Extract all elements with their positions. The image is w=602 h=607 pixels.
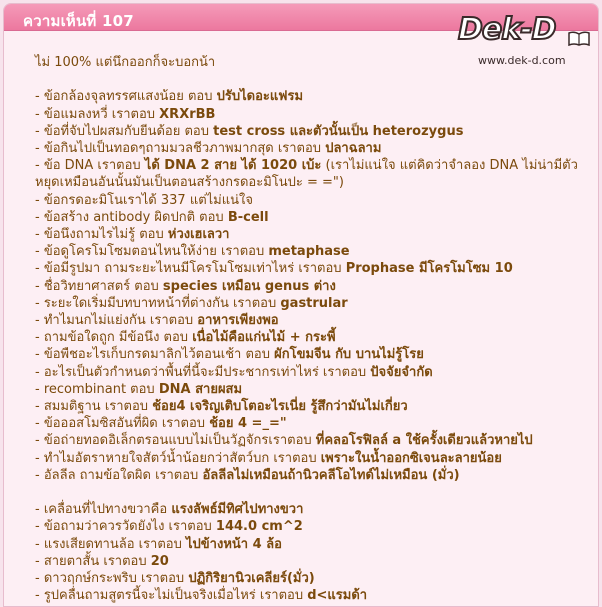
- answer-line: [35, 329, 591, 346]
- question-text: - ระยะใดเริ่มมีบทบาทหน้าที่ต่างกัน เราตอบ: [35, 295, 281, 311]
- answer-line: [35, 450, 591, 467]
- question-text: - ทำไมนกไม่แย่งกัน เราตอบ: [35, 313, 198, 329]
- answer-line: [35, 553, 591, 570]
- answer-line: [35, 536, 591, 553]
- question-text: - ข้อพืชอะไรเก็บกรดมาลิกไว้ตอนเช้า ตอบ: [35, 347, 275, 363]
- question-text: - เคลื่อนที่ไปทางขวาคือ: [35, 502, 172, 518]
- question-text: - รูปคลื่นถามสูตรนี้จะไม่เป็นจริงเมื่อไหร่ เราตอบ: [35, 588, 308, 604]
- question-text: - ดาวฤกษ์กระพริบ เราตอบ: [35, 571, 189, 587]
- question-text: - สายตาสั้น เราตอบ: [35, 553, 151, 569]
- answer-text: ปรับไดอะแฟรม: [216, 89, 304, 105]
- question-text: - แรงเสียดทานล้อ เราตอบ: [35, 536, 186, 552]
- answer-text: แรงลัพธ์มีทิศไปทางขวา: [171, 502, 304, 518]
- answer-line: [35, 88, 591, 105]
- answer-line: [35, 226, 591, 243]
- answer-line: [35, 157, 591, 191]
- question-text: - ข้อกล้องจุลทรรศแสงน้อย ตอบ: [35, 89, 217, 105]
- answer-text: ปัจจัยจำกัด: [370, 364, 433, 380]
- answer-line: [35, 192, 591, 209]
- answer-text: อัลลีลไม่เหมือนถ้านิวคลีโอไทด์ไม่เหมือน (มั่ว): [202, 467, 460, 483]
- answer-text: เพราะในน้ำออกซิเจนละลายน้อย: [320, 450, 502, 466]
- logo-url: www.dek-d.com: [478, 54, 566, 67]
- answer-line: [35, 123, 591, 140]
- question-text: - recombinant ตอบ: [35, 381, 159, 397]
- question-text: - ข้อ DNA เราตอบ: [35, 158, 145, 174]
- answer-line: [35, 381, 591, 398]
- answer-text: DNA สายผสม: [158, 381, 243, 397]
- physics-answers-list: [35, 501, 591, 604]
- question-text: - อะไรเป็นตัวกำหนดว่าพื้นที่นี้จะมีประชากรเท่าไหร่ เราตอบ: [35, 364, 371, 380]
- answer-line: [35, 518, 591, 535]
- question-text: - ข้อถามว่าควรวัดยังไง เราตอบ: [35, 519, 216, 535]
- answer-text: ผักโขมจีน กับ บานไม่รู้โรย: [274, 347, 424, 363]
- answer-line: [35, 398, 591, 415]
- question-text: - สมมติฐาน เราตอบ: [35, 399, 153, 415]
- comment-intro: ไม่ 100% แต่นึกออกก็จะบอกน้า: [35, 55, 216, 70]
- answer-line: [35, 364, 591, 381]
- answer-text: gastrular: [280, 295, 348, 311]
- note-text: (เราไม่แน่ใจ แต่คิดว่าจำลอง DNA ไม่น่ามีตัวหยุดเหมือนอันนั้นมันเป็นตอนสร้างกรดอะมิโนปะ = ="): [35, 158, 578, 191]
- answer-text: 20: [150, 553, 169, 569]
- question-text: - ข้อที่จับไปผสมกับยีนด้อย ตอบ: [35, 123, 214, 139]
- question-text: - ข้อแมลงหวี่ เราตอบ: [35, 106, 160, 122]
- answer-text: เนื่อไม้คือแก่นไม้ + กระพี้: [192, 330, 336, 346]
- answer-line: [35, 570, 591, 587]
- answer-line: [35, 346, 591, 363]
- question-text: - ข้อมีรูปมา ถามระยะไหนมีโครโมโซมเท่าไหร่ เราตอบ: [35, 261, 346, 277]
- question-text: - ชื่อวิทยาศาสตร์ ตอบ: [35, 278, 163, 294]
- question-text: - ทำไมอัตราหายใจสัตว์น้ำน้อยกว่าสัตว์บก เราตอบ: [35, 450, 321, 466]
- answer-text: d<แรมด้า: [307, 588, 368, 604]
- answer-text: ห่วงเฮเลวา: [167, 227, 230, 243]
- answer-line: [35, 295, 591, 312]
- answer-text: XRXrBB: [159, 106, 216, 122]
- answer-text: test cross และตัวนั้นเป็น heterozygus: [213, 123, 464, 139]
- answer-line: [35, 501, 591, 518]
- spacer: [35, 71, 591, 88]
- question-text: - อัลลีล ถามข้อใดผิด เราตอบ: [35, 467, 203, 483]
- answer-line: [35, 587, 591, 604]
- answer-line: [35, 467, 591, 484]
- answer-line: [35, 243, 591, 260]
- answer-text: metaphase: [268, 244, 350, 260]
- comment-number-title: ความเห็นที่ 107: [23, 12, 134, 30]
- answer-line: [35, 106, 591, 123]
- book-icon: [568, 30, 590, 46]
- question-text: - ข้อกรดอะมิโนเราได้ 337 แต่ไม่แน่ใจ: [35, 192, 253, 208]
- answer-line: [35, 415, 591, 432]
- biology-answers-list: [35, 88, 591, 484]
- answer-line: [35, 432, 591, 449]
- answer-line: [35, 140, 591, 157]
- answer-text: species เหมือน genus ต่าง: [162, 278, 336, 294]
- comment-panel: [3, 3, 599, 607]
- answer-line: [35, 278, 591, 295]
- answer-text: ช้อย 4 =_=": [209, 416, 287, 432]
- spacer: [35, 484, 591, 501]
- comment-body: [35, 54, 591, 604]
- question-text: - ข้อนึงถามไรไม่รู้ ตอบ: [35, 227, 168, 243]
- answer-text: ปฏิกิริยานิวเคลียร์(มั่ว): [188, 571, 315, 587]
- answer-text: 144.0 cm^2: [215, 519, 303, 535]
- answer-text: ที่คลอโรฟิลล์ a ใช้ครั้งเดียวแล้วหายไป: [315, 433, 533, 449]
- answer-line: [35, 260, 591, 277]
- question-text: - ข้อสร้าง antibody ผิดปกติ ตอบ: [35, 209, 228, 225]
- question-text: - ถามข้อใดถูก มีข้อนึง ตอบ: [35, 330, 193, 346]
- answer-line: [35, 312, 591, 329]
- answer-line: [35, 209, 591, 226]
- answer-text: B-cell: [227, 209, 269, 225]
- answer-text: ช้อย4 เจริญเติบโตอะไรเนี่ย รู้สึกว่ามันไม่เกี่ยว: [152, 399, 408, 415]
- answer-text: ปลาฉลาม: [325, 141, 382, 156]
- question-text: - ข้อดูโครโมโซมตอนไหนให้ง่าย เราตอบ: [35, 244, 269, 260]
- question-text: - ข้อกินไปเป็นทอดๆถามมวลชีวภาพมากสุด เราตอบ: [35, 141, 326, 156]
- answer-text: ได้ DNA 2 สาย ได้ 1020 เบ้ะ: [144, 158, 322, 174]
- answer-text: Prophase มีโครโมโซม 10: [345, 261, 513, 277]
- logo-wordmark: Dek-D: [458, 12, 556, 47]
- answer-text: อาหารเพียงพอ: [197, 313, 279, 329]
- answer-text: ไปข้างหน้า 4 ล้อ: [186, 536, 282, 552]
- question-text: - ข้อถ่ายทอดอิเล็กตรอนแบบไม่เป็นวัฏจักรเราตอบ: [35, 433, 316, 449]
- question-text: - ข้อออสโมซิสอันที่ผิด เราตอบ: [35, 416, 210, 432]
